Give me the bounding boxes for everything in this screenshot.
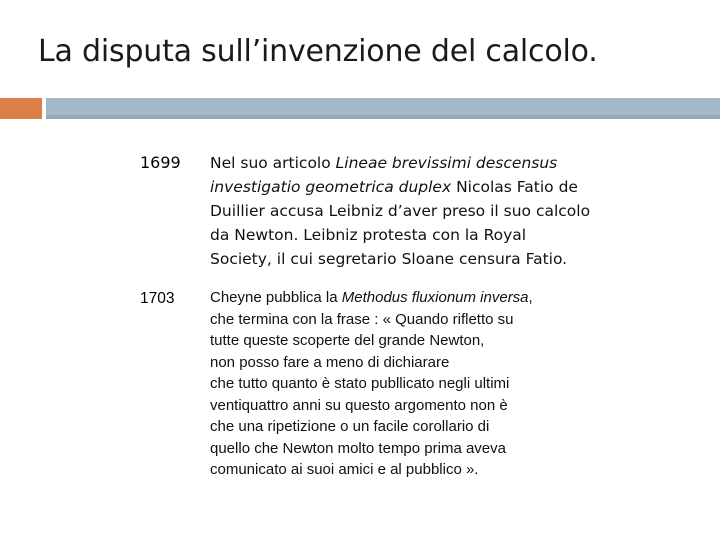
entry-year: 1703 xyxy=(140,290,175,307)
title-divider-bar xyxy=(46,98,720,119)
description-line: quello che Newton molto tempo prima aveva xyxy=(210,439,506,457)
description-line: comunicato ai suoi amici e al pubblico ». xyxy=(210,461,479,478)
entry-description xyxy=(210,151,620,271)
description-line: da Newton. Leibniz protesta con la Royal xyxy=(210,226,527,244)
description-line: che termina con la frase : « Quando rifletto su xyxy=(210,310,514,328)
description-line: che una ripetizione o un facile corollario di xyxy=(210,418,490,435)
description-line: Society, il cui segretario Sloane censura Fatio. xyxy=(210,250,568,268)
entry-description xyxy=(210,287,620,481)
description-line: ventiquattro anni su questo argomento non è xyxy=(210,396,508,414)
description-line: Cheyne pubblica la Methodus fluxionum inversa, xyxy=(210,289,533,306)
description-line: Nel suo articolo Lineae brevissimi descensus xyxy=(210,154,558,172)
slide-title: La disputa sull’invenzione del calcolo. xyxy=(38,34,598,69)
title-accent-bar xyxy=(0,98,42,119)
description-line: che tutto quanto è stato publlicato negli ultimi xyxy=(210,375,510,392)
description-line: Duillier accusa Leibniz d’aver preso il suo calcolo xyxy=(210,202,591,220)
description-line: investigatio geometrica duplex Nicolas Fatio de xyxy=(210,178,578,196)
description-line: tutte queste scoperte del grande Newton, xyxy=(210,332,485,349)
description-line: non posso fare a meno di dichiarare xyxy=(210,353,450,371)
entry-year: 1699 xyxy=(140,153,181,172)
